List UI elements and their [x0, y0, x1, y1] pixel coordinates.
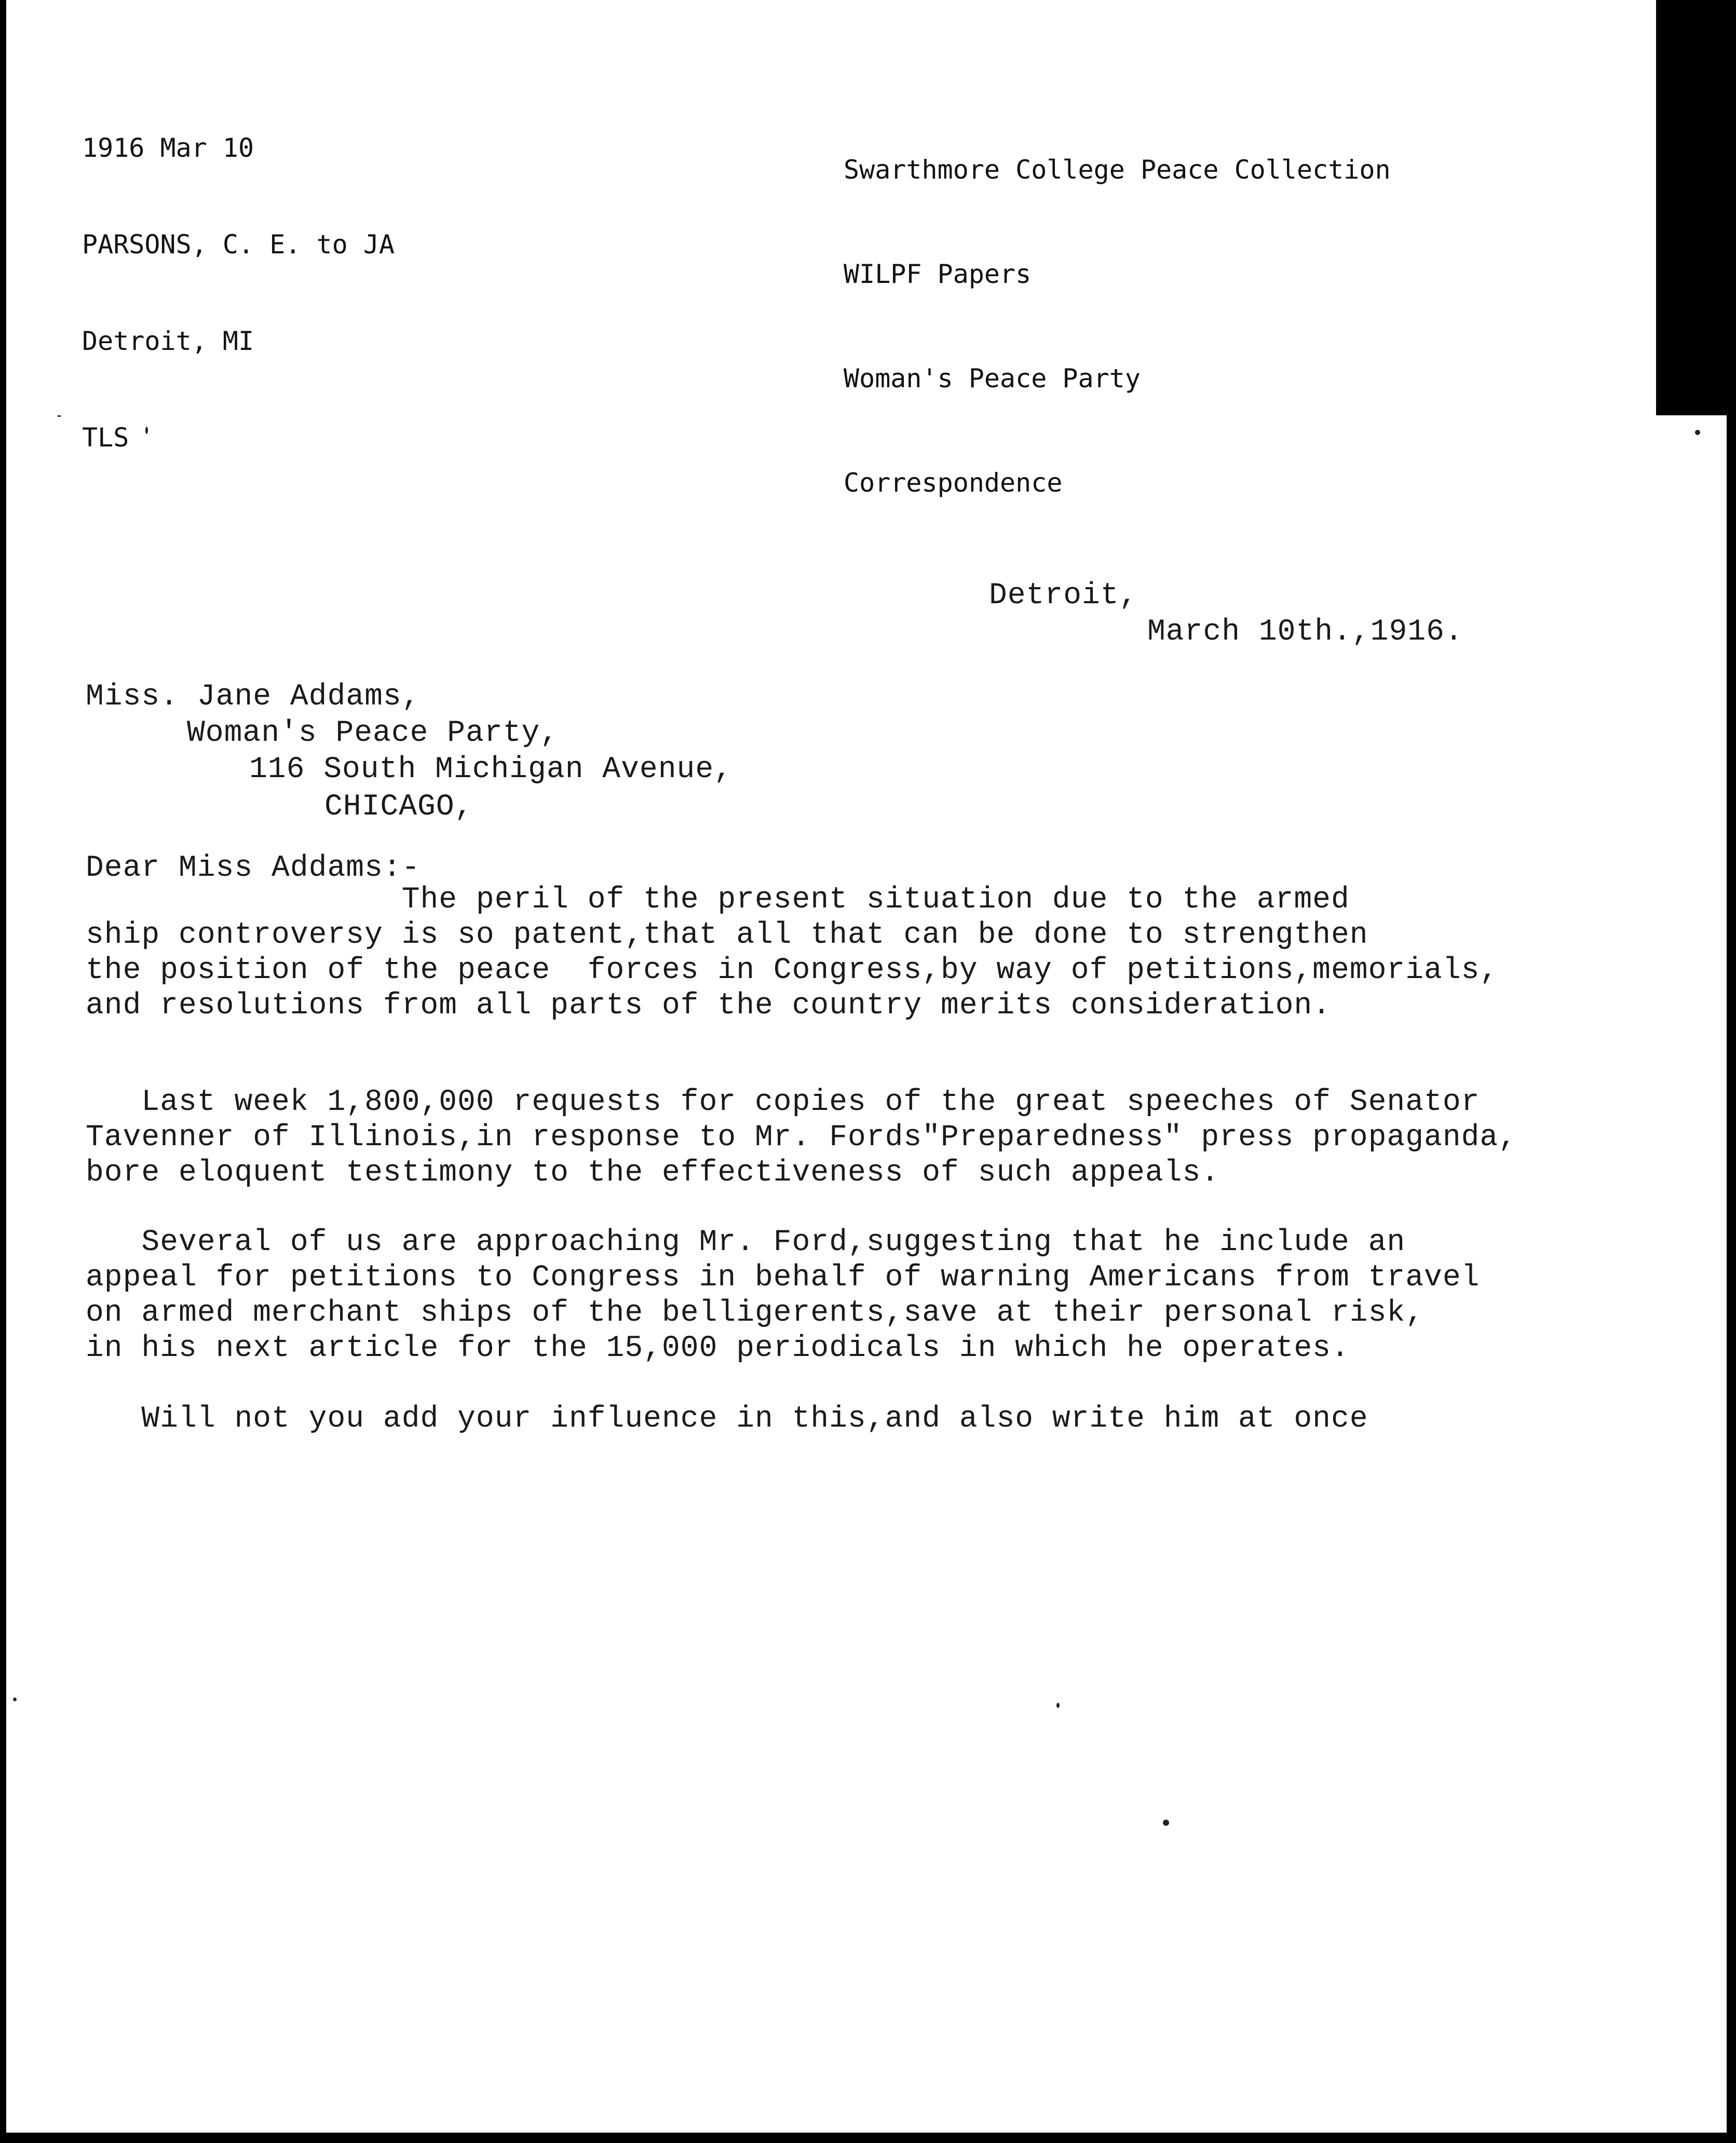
paragraph-line: on armed merchant ships of the belligerents,save at their personal risk, [86, 1296, 1425, 1330]
paragraph-line: Last week 1,800,000 requests for copies of the great speeches of Senator [86, 1086, 1480, 1119]
collection-label [844, 83, 1391, 570]
paragraph-3 [86, 1225, 1591, 1366]
scan-margin [1656, 0, 1736, 415]
paragraph-line: Will not you add your influence in this,and also write him at once [86, 1402, 1368, 1436]
catalog-place: Detroit, MI [82, 326, 254, 356]
collection-papers: WILPF Papers [844, 259, 1032, 289]
scan-edge-bottom [0, 2133, 1736, 2143]
scan-edge-right [1727, 415, 1736, 2143]
collection-subseries: Correspondence [844, 468, 1063, 498]
scan-speck [1695, 430, 1700, 435]
catalog-type: TLS [82, 423, 129, 453]
scan-speck [1056, 1703, 1060, 1708]
dateline-city: Detroit, [989, 579, 1138, 613]
paragraph-line: ship controversy is so patent,that all that can be done to strengthen [86, 918, 1368, 952]
address-organization: Woman's Peace Party, [187, 716, 559, 750]
paragraph-2 [86, 1085, 1591, 1191]
scan-speck [145, 427, 148, 434]
catalog-date: 1916 Mar 10 [82, 133, 254, 163]
paragraph-line: the position of the peace forces in Congress,by way of petitions,memorials, [86, 954, 1499, 987]
paragraph-4 [86, 1402, 1591, 1437]
dateline-date: March 10th.,1916. [1147, 615, 1463, 649]
scan-speck [13, 1698, 17, 1701]
address-name: Miss. Jane Addams, [86, 680, 421, 714]
scan-speck [1163, 1820, 1169, 1826]
catalog-label [82, 67, 395, 518]
catalog-correspondents: PARSONS, C. E. to JA [82, 229, 395, 260]
address-city: CHICAGO, [324, 790, 473, 824]
address-street: 116 South Michigan Avenue, [249, 753, 733, 786]
paragraph-line: Several of us are approaching Mr. Ford,suggesting that he include an [86, 1226, 1406, 1259]
scan-speck [57, 415, 61, 417]
paragraph-1 [86, 883, 1591, 1024]
paragraph-line: The peril of the present situation due to the armed [86, 883, 1350, 917]
salutation: Dear Miss Addams:- [86, 851, 421, 885]
paragraph-line: Tavenner of Illinois,in response to Mr. Fords"Preparedness" press propaganda, [86, 1121, 1517, 1155]
collection-name: Swarthmore College Peace Collection [844, 155, 1391, 185]
paragraph-line: bore eloquent testimony to the effectiveness of such appeals. [86, 1156, 1220, 1190]
collection-series: Woman's Peace Party [844, 363, 1141, 394]
paragraph-line: appeal for petitions to Congress in behalf of warning Americans from travel [86, 1261, 1480, 1295]
paragraph-line: and resolutions from all parts of the country merits consideration. [86, 989, 1331, 1023]
paragraph-line: in his next article for the 15,000 periodicals in which he operates. [86, 1332, 1350, 1365]
scan-edge-left [0, 0, 6, 2143]
